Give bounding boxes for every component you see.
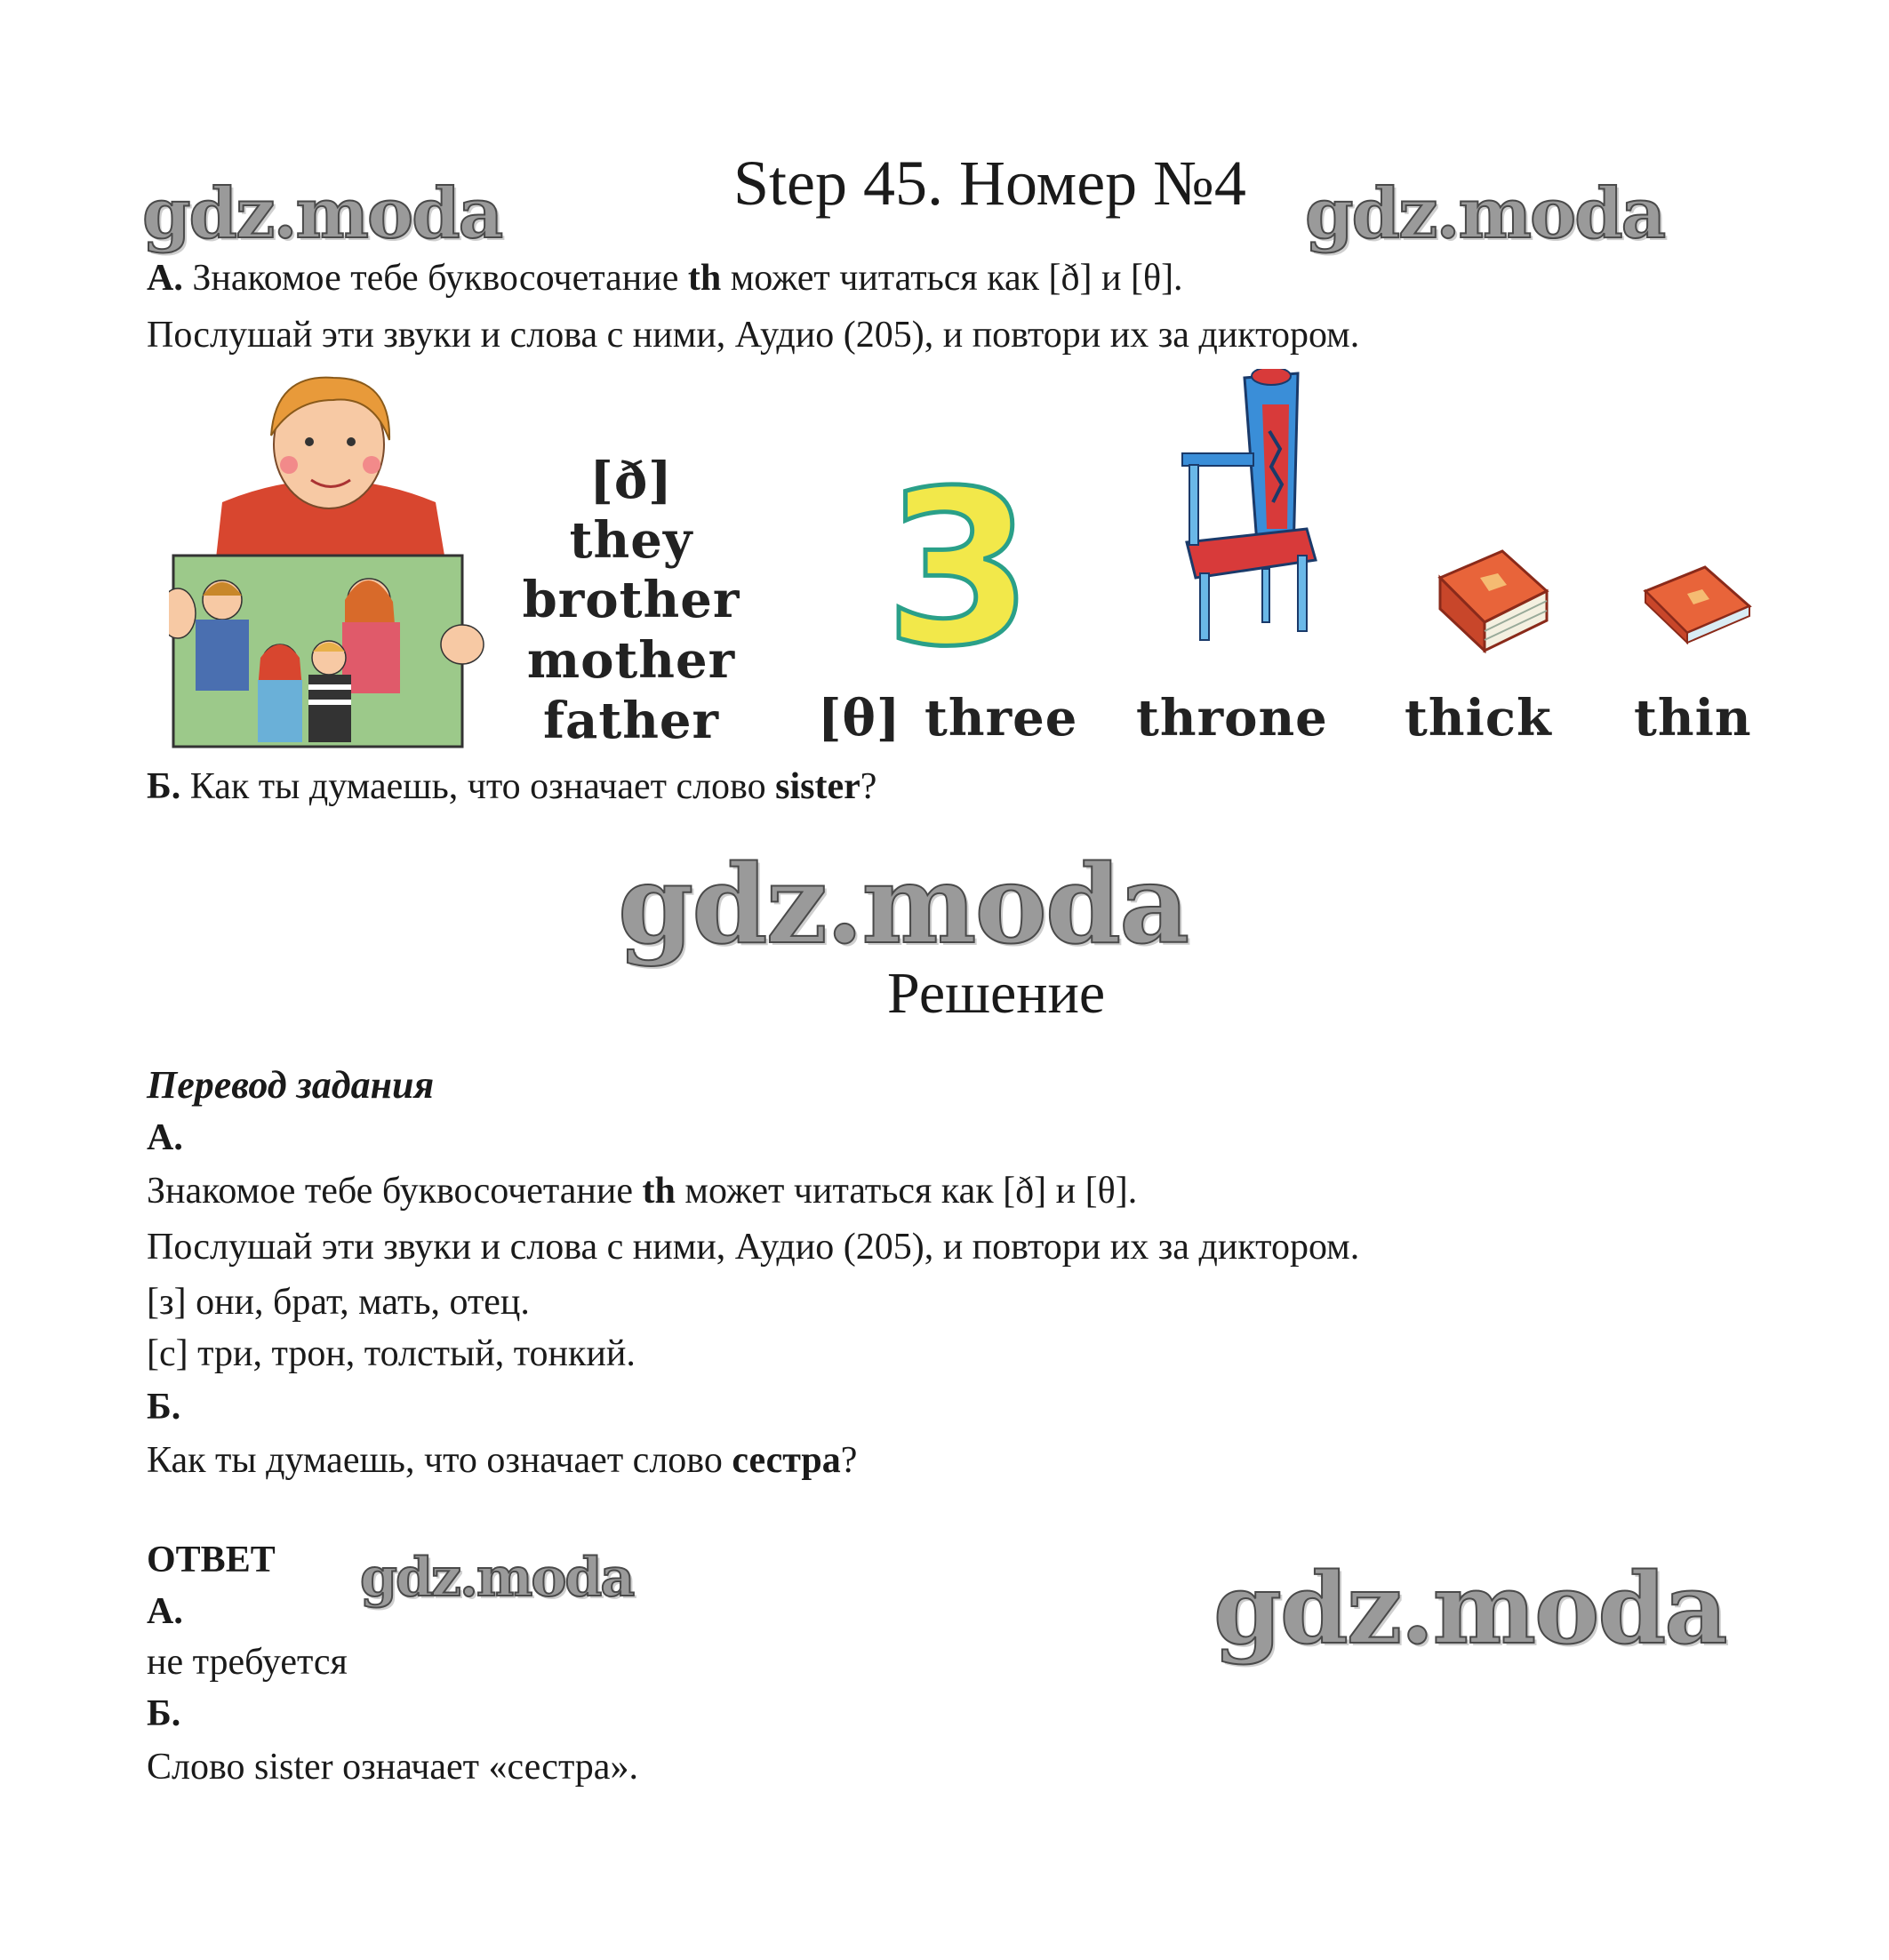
answer-a-label: А. — [147, 1591, 183, 1632]
answer-a-text: не требуется — [147, 1642, 348, 1683]
watermark-top-left: gdz.moda — [142, 173, 502, 254]
watermark-answer-large: gdz.moda — [1213, 1551, 1726, 1666]
word-brother: brother — [522, 571, 740, 629]
thick-book-illustration — [1431, 542, 1556, 653]
translation-a-suffix: может читаться как [ð] и [θ]. — [675, 1171, 1138, 1212]
solution-heading: Решение — [887, 961, 1106, 1026]
task-b-line — [147, 764, 876, 809]
task-a-line — [147, 256, 1183, 300]
task-a-label: А. — [147, 258, 183, 299]
thin-book-illustration — [1638, 560, 1754, 644]
task-b-prefix: Как ты думаешь, что означает слово — [180, 766, 776, 807]
task-b-label: Б. — [147, 766, 181, 807]
translation-a-line1 — [147, 1169, 1137, 1213]
symbol-voiced: [ð] — [589, 452, 673, 510]
translation-b-line — [147, 1438, 857, 1483]
word-throne: throne — [1136, 689, 1328, 748]
task-a-prefix: Знакомое тебе буквосочетание — [182, 258, 688, 299]
family-illustration — [169, 369, 511, 751]
translation-a-line3: [з] они, брат, мать, отец. — [147, 1282, 530, 1323]
translation-a-bold: th — [642, 1171, 676, 1212]
watermark-top-right: gdz.moda — [1305, 173, 1665, 254]
task-b-bold: sister — [775, 766, 860, 807]
translation-a-line4: [с] три, трон, толстый, тонкий. — [147, 1333, 636, 1374]
word-three: three — [924, 689, 1078, 748]
word-thin: thin — [1634, 689, 1752, 748]
translation-b-prefix: Как ты думаешь, что означает слово — [147, 1440, 732, 1481]
task-a-bold: th — [687, 258, 722, 299]
translation-b-bold: сестра — [732, 1440, 841, 1481]
translation-b-label: Б. — [147, 1387, 181, 1428]
task-a-suffix: может читаться как [ð] и [θ]. — [721, 258, 1183, 299]
translation-a-prefix: Знакомое тебе буквосочетание — [147, 1171, 643, 1212]
translation-title: Перевод задания — [147, 1063, 435, 1107]
word-thick: thick — [1405, 689, 1552, 748]
word-they: they — [569, 511, 693, 570]
translation-a-line2: Послушай эти звуки и слова с ними, Аудио (205), и повтори их за диктором. — [147, 1227, 1360, 1268]
translation-a-label: А. — [147, 1117, 183, 1158]
watermark-answer-small: gdz.moda — [360, 1547, 634, 1609]
watermark-center: gdz.moda — [618, 840, 1189, 968]
word-father: father — [542, 692, 720, 750]
translation-b-suffix: ? — [840, 1440, 858, 1481]
task-a-line2: Послушай эти звуки и слова с ними, Аудио (205), и повтори их за диктором. — [147, 315, 1360, 356]
answer-b-text: Слово sister означает «сестра». — [147, 1747, 638, 1788]
word-mother: mother — [526, 631, 736, 690]
answer-b-label: Б. — [147, 1693, 181, 1734]
digit-three-illustration: 3 — [884, 444, 1033, 693]
throne-illustration — [1173, 369, 1333, 653]
task-b-suffix: ? — [860, 766, 877, 807]
symbol-voiceless: [θ] — [818, 689, 901, 748]
page-title: Step 45. Номер №4 — [733, 148, 1246, 219]
answer-title: ОТВЕТ — [147, 1540, 276, 1580]
